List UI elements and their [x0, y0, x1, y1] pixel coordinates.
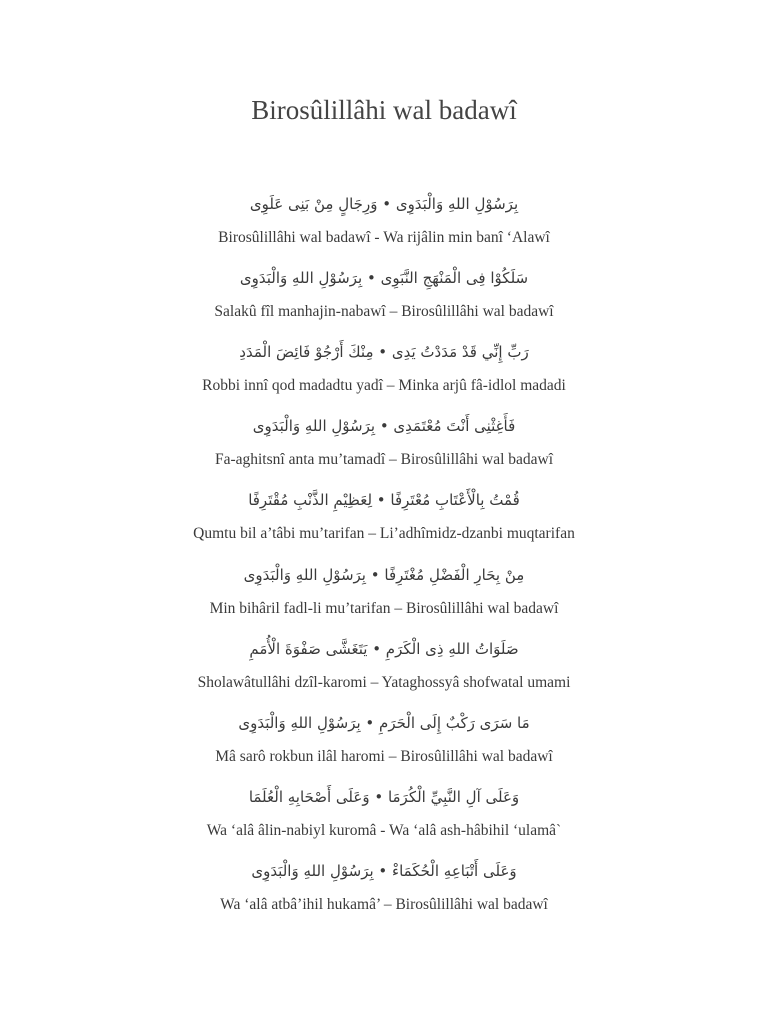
verse-1 — [0, 189, 768, 251]
verse-transliteration: Sholawâtullâhi dzîl-karomi – Yataghossyâ shofwatal umami — [197, 674, 571, 691]
verse-transliteration: Robbi innî qod madadtu yadî – Minka arjû fâ-idlol madadi — [202, 377, 566, 394]
verse-transliteration: Wa ‘alâ âlin-nabiyl kuromâ - Wa ‘alâ ash-hâbihil ‘ulamâ` — [206, 822, 562, 839]
verse-7 — [0, 634, 768, 696]
verse-8 — [0, 708, 768, 770]
verse-transliteration: Salakû fîl manhajin-nabawî – Birosûlillâhi wal badawî — [214, 303, 554, 320]
verse-10 — [0, 856, 768, 918]
verse-4 — [0, 411, 768, 473]
verse-transliteration: Wa ‘alâ atbâ’ihil hukamâ’ – Birosûlillâhi wal badawî — [220, 896, 548, 913]
verse-arabic-text: فَأَغِثْنِى أَنْتَ مُعْتَمَدِى • بِرَسُوْلِ اللهِ وَالْبَدَوِى — [252, 417, 516, 435]
verse-6 — [0, 560, 768, 622]
verse-arabic-text: بِرَسُوْلِ اللهِ وَالْبَدَوِى • وَرِجَالٍ مِنْ بَنِى عَلَوِى — [249, 195, 519, 213]
verse-arabic-text: قُمْتُ بِالْأَعْتَابِ مُعْتَرِفًا • لِعَظِيْمِ الذَّنْبِ مُقْتَرِفًا — [248, 491, 520, 509]
verse-arabic-text: رَبِّ إِنِّي قَدْ مَدَدْتُ يَدِى • مِنْكَ أَرْجُوْ فَائِضَ الْمَدَدِ — [239, 343, 529, 361]
verse-9 — [0, 782, 768, 844]
verse-arabic-text: سَلَكُوْا فِى الْمَنْهَجِ النَّبَوِى • بِرَسُوْلِ اللهِ وَالْبَدَوِى — [239, 269, 529, 287]
verse-arabic-text: مِنْ بِحَارِ الْفَضْلِ مُغْتَرِفًا • بِرَسُوْلِ اللهِ وَالْبَدَوِى — [243, 566, 525, 584]
verse-5 — [0, 485, 768, 547]
verse-2 — [0, 263, 768, 325]
verse-transliteration: Min bihâril fadl-li mu’tarifan – Birosûlillâhi wal badawî — [209, 600, 559, 617]
verse-3 — [0, 337, 768, 399]
page-title: Birosûlillâhi wal badawî — [251, 95, 517, 125]
verse-arabic-text: مَا سَرَى رَكْبٌ إِلَى الْحَرَمِ • بِرَسُوْلِ اللهِ وَالْبَدَوِى — [238, 714, 530, 732]
verse-arabic-text: وَعَلَى آلِ النَّبِيِّ الْكُرَمَا • وَعَلَى أَصْحَابِهِ الْعُلَمَا — [248, 788, 520, 806]
verse-transliteration: Fa-aghitsnî anta mu’tamadî – Birosûlillâhi wal badawî — [214, 451, 554, 468]
verse-transliteration: Mâ sarô rokbun ilâl haromi – Birosûlillâhi wal badawî — [215, 748, 553, 765]
verse-arabic-text: وَعَلَى أَتْبَاعِهِ الْحُكَمَاءْ • بِرَسُوْلِ اللهِ وَالْبَدَوِى — [251, 862, 517, 880]
verse-arabic-text: صَلَوَاتُ اللهِ ذِى الْكَرَمِ • يَتَغَشَّى صَفْوَةَ الْأُمَمِ — [249, 640, 519, 658]
verse-transliteration: Qumtu bil a’tâbi mu’tarifan – Li’adhîmidz-dzanbi muqtarifan — [193, 525, 575, 542]
verse-transliteration: Birosûlillâhi wal badawî - Wa rijâlin min banî ‘Alawî — [218, 229, 550, 246]
